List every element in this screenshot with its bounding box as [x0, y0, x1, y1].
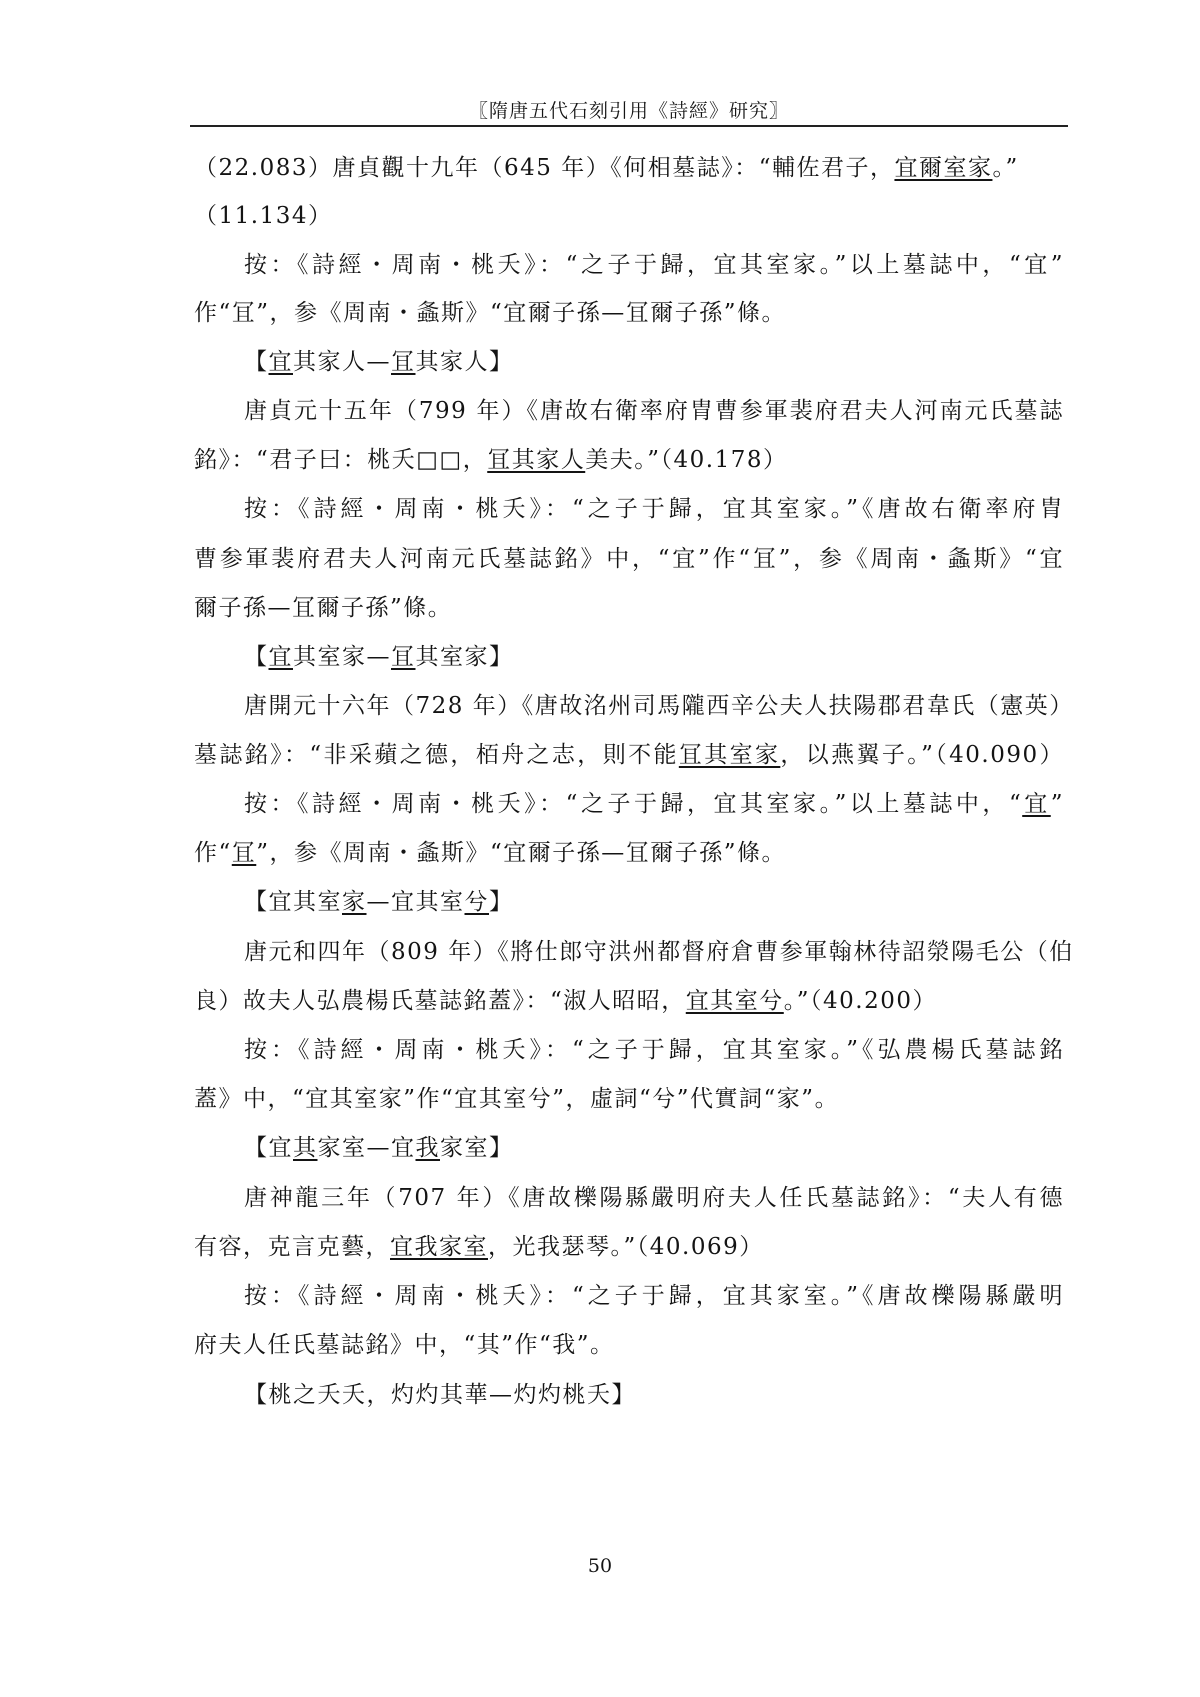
- text-line-23: 有容，克言克藝，宜我家室，光我瑟琴。”（40.069）: [194, 1234, 764, 1260]
- text-line-17: 唐元和四年（809 年）《將仕郎守洪州都督府倉曹参軍翰林待詔滎陽毛公（伯: [244, 939, 1074, 965]
- text-line-10: 爾子孫—冝爾子孫”條。: [194, 595, 453, 621]
- text-line-15: 作“冝”，参《周南・螽斯》“宜爾子孫—冝爾子孫”條。: [194, 840, 787, 866]
- text-line-1: （22.083）唐貞觀十九年（645 年）《何相墓誌》：“輔佐君子，宜爾室家。”: [194, 155, 1019, 181]
- text-line-4: 作“冝”，参《周南・螽斯》“宜爾子孫—冝爾子孫”條。: [194, 300, 787, 326]
- text-line-12: 唐開元十六年（728 年）《唐故洺州司馬隴西辛公夫人扶陽郡君韋氏（憲英）: [244, 693, 1074, 719]
- text-line-19: 按：《詩經・周南・桃夭》：“之子于歸，宜其室家。”《弘農楊氏墓誌銘: [244, 1037, 1064, 1063]
- text-line-7: 銘》：“君子曰：桃夭□□，冝其家人美夫。”（40.178）: [194, 447, 788, 473]
- text-line-24: 按：《詩經・周南・桃夭》：“之子于歸，宜其家室。”《唐故櫟陽縣嚴明: [244, 1283, 1064, 1309]
- text-line-20: 蓋》中，“宜其室家”作“宜其室兮”，虛詞“兮”代實詞“家”。: [194, 1086, 840, 1112]
- section-heading-2: 【宜其室家—冝其室家】: [244, 644, 514, 670]
- text-line-9: 曹参軍裴府君夫人河南元氏墓誌銘》中，“宜”作“冝”，参《周南・螽斯》“宜: [194, 546, 1064, 572]
- text-line-14: 按：《詩經・周南・桃夭》：“之子于歸，宜其室家。”以上墓誌中，“宜”: [244, 791, 1064, 817]
- text-line-2: （11.134）: [194, 203, 333, 229]
- section-heading-3: 【宜其室家—宜其室兮】: [244, 889, 514, 915]
- running-header: 〖隋唐五代石刻引用《詩經》研究〗: [468, 100, 789, 122]
- text-line-25: 府夫人任氏墓誌銘》中，“其”作“我”。: [194, 1332, 615, 1358]
- section-heading-1: 【宜其家人—冝其家人】: [244, 349, 514, 375]
- header-rule: [190, 125, 1068, 127]
- text-line-13: 墓誌銘》：“非采蘋之德，栢舟之志，則不能冝其室家，以燕翼子。”（40.090）: [194, 742, 1064, 768]
- text-line-3: 按：《詩經・周南・桃夭》：“之子于歸，宜其室家。”以上墓誌中，“宜”: [244, 252, 1064, 278]
- text-line-22: 唐神龍三年（707 年）《唐故櫟陽縣嚴明府夫人任氏墓誌銘》：“夫人有德: [244, 1185, 1064, 1211]
- section-heading-4: 【宜其家室—宜我家室】: [244, 1135, 514, 1161]
- text-line-18: 良）故夫人弘農楊氏墓誌銘蓋》：“淑人昭昭，宜其室兮。”（40.200）: [194, 988, 938, 1014]
- text-line-6: 唐貞元十五年（799 年）《唐故右衛率府胄曹参軍裴府君夫人河南元氏墓誌: [244, 398, 1064, 424]
- text-line-8: 按：《詩經・周南・桃夭》：“之子于歸，宜其室家。”《唐故右衛率府胄: [244, 496, 1064, 522]
- page-number: 50: [587, 1555, 613, 1577]
- section-heading-5: 【桃之夭夭，灼灼其華—灼灼桃夭】: [244, 1382, 636, 1408]
